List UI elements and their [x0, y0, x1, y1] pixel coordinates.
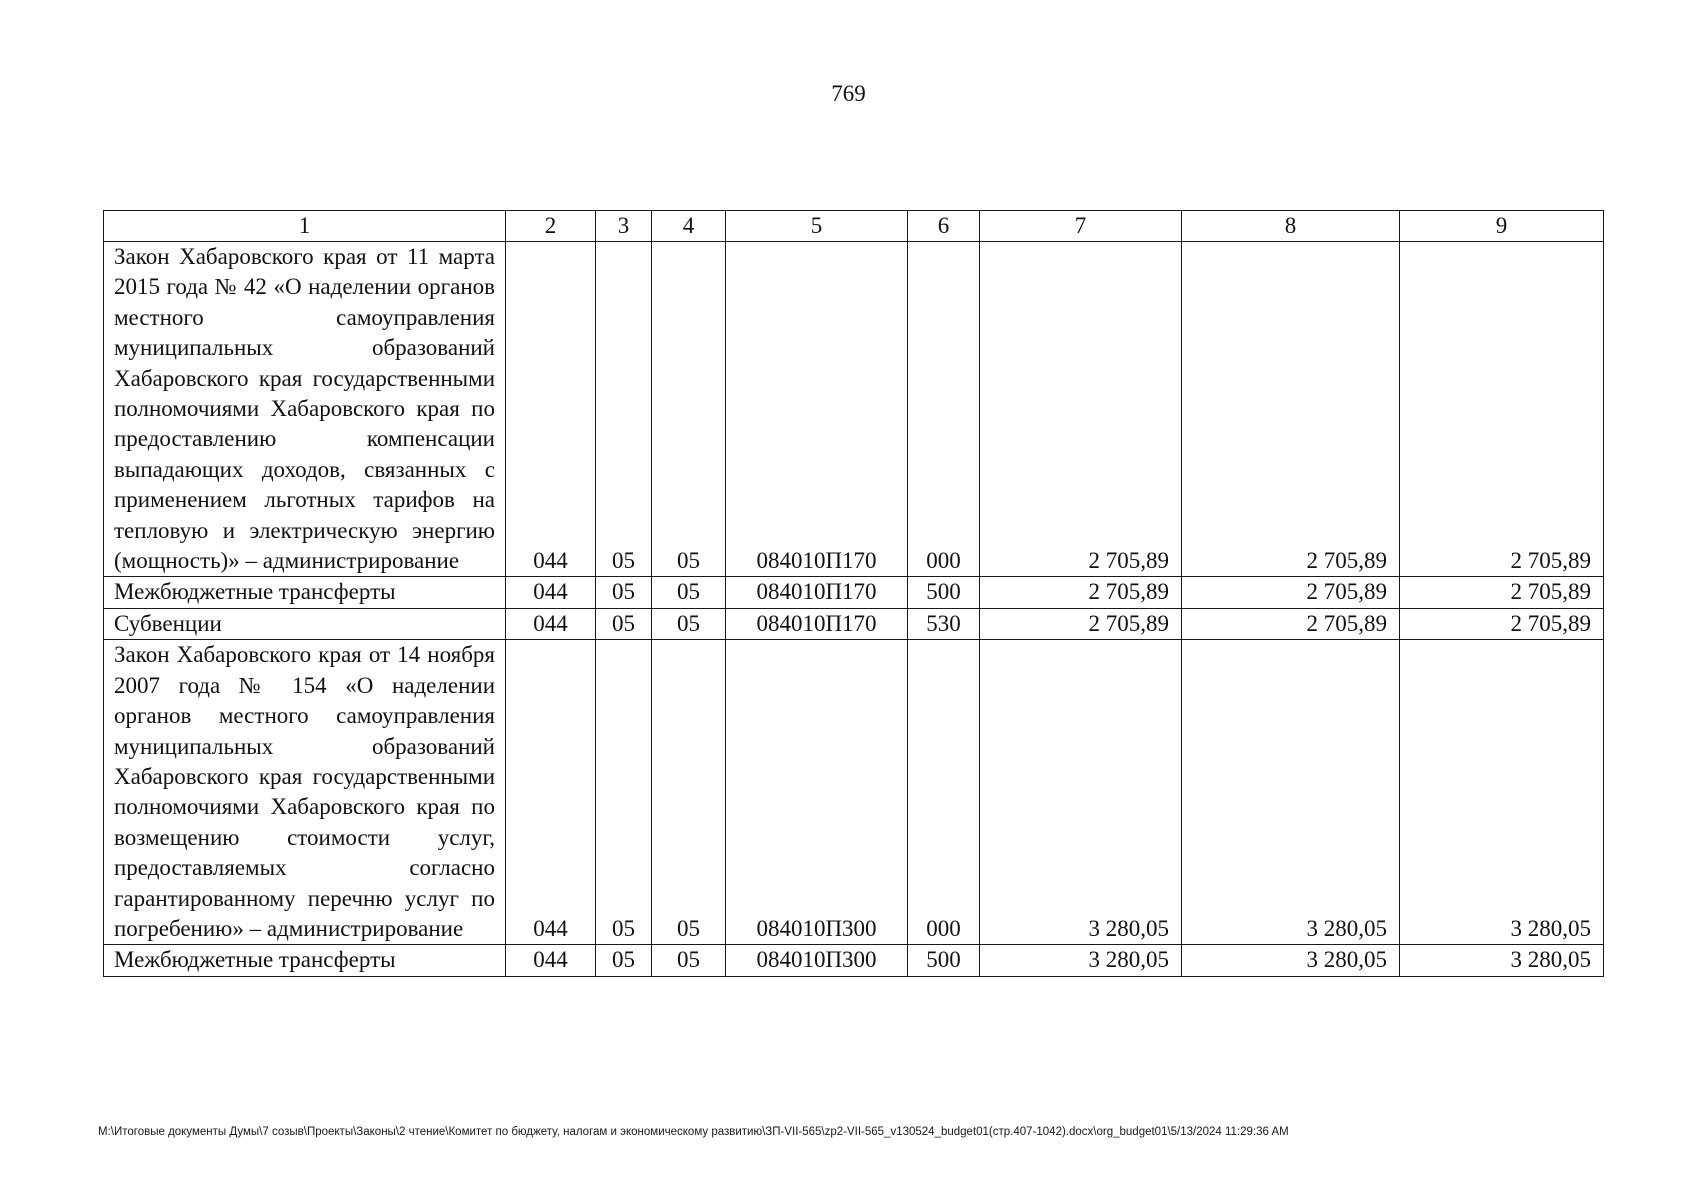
cell-ministry-code: 044 [506, 577, 596, 608]
cell-amount-7: 3 280,05 [980, 945, 1182, 976]
budget-table [103, 210, 1604, 977]
page-number: 769 [831, 81, 866, 106]
column-header: 2 [506, 211, 596, 242]
cell-amount-8: 3 280,05 [1182, 640, 1400, 945]
cell-ministry-code: 044 [506, 945, 596, 976]
cell-expense-type: 000 [908, 242, 980, 577]
cell-target-article: 084010П300 [726, 640, 908, 945]
cell-expense-type: 500 [908, 945, 980, 976]
cell-ministry-code: 044 [506, 640, 596, 945]
column-header: 3 [596, 211, 652, 242]
column-header: 9 [1400, 211, 1604, 242]
cell-amount-8: 2 705,89 [1182, 242, 1400, 577]
cell-amount-9: 2 705,89 [1400, 608, 1604, 639]
cell-amount-7: 3 280,05 [980, 640, 1182, 945]
table-row [104, 577, 1604, 608]
table-row [104, 608, 1604, 639]
table-row [104, 242, 1604, 577]
cell-section: 05 [596, 945, 652, 976]
cell-amount-8: 2 705,89 [1182, 608, 1400, 639]
cell-amount-8: 3 280,05 [1182, 945, 1400, 976]
cell-target-article: 084010П170 [726, 608, 908, 639]
column-header: 6 [908, 211, 980, 242]
cell-ministry-code: 044 [506, 242, 596, 577]
cell-amount-9: 2 705,89 [1400, 242, 1604, 577]
cell-expense-type: 500 [908, 577, 980, 608]
column-header: 1 [104, 211, 506, 242]
column-header: 7 [980, 211, 1182, 242]
cell-subsection: 05 [652, 242, 726, 577]
cell-section: 05 [596, 608, 652, 639]
cell-amount-7: 2 705,89 [980, 242, 1182, 577]
cell-amount-8: 2 705,89 [1182, 577, 1400, 608]
cell-section: 05 [596, 577, 652, 608]
table-row [104, 945, 1604, 976]
cell-amount-7: 2 705,89 [980, 577, 1182, 608]
cell-subsection: 05 [652, 577, 726, 608]
cell-target-article: 084010П170 [726, 577, 908, 608]
row-name: Закон Хабаровского края от 14 ноября 2007 года № 154 «О наделении органов местного самоуправления муниципальных образований Хабаровского края государственными полномочиями Хабаровского края по возмещению стоимости услуг, предоставляемых согласно гарантированному перечню услуг по погребению» – администрирование [104, 640, 506, 945]
column-header: 8 [1182, 211, 1400, 242]
cell-expense-type: 000 [908, 640, 980, 945]
cell-target-article: 084010П170 [726, 242, 908, 577]
column-header: 4 [652, 211, 726, 242]
footer-file-path: M:\Итоговые документы Думы\7 созыв\Проекты\Законы\2 чтение\Комитет по бюджету, налогам и экономическому развитию\ЗП-VII-565\zp2-VII-565_v130524_budget01(стр.407-1042).docx\org_budget01\5/13/2024 11:29:36 AM [98, 1126, 1289, 1138]
cell-expense-type: 530 [908, 608, 980, 639]
cell-amount-9: 3 280,05 [1400, 640, 1604, 945]
cell-subsection: 05 [652, 640, 726, 945]
cell-section: 05 [596, 640, 652, 945]
row-name: Межбюджетные трансферты [104, 577, 506, 608]
cell-amount-9: 2 705,89 [1400, 577, 1604, 608]
row-name: Межбюджетные трансферты [104, 945, 506, 976]
cell-amount-9: 3 280,05 [1400, 945, 1604, 976]
row-name: Субвенции [104, 608, 506, 639]
cell-subsection: 05 [652, 945, 726, 976]
cell-target-article: 084010П300 [726, 945, 908, 976]
cell-amount-7: 2 705,89 [980, 608, 1182, 639]
table-header-row [104, 211, 1604, 242]
row-name: Закон Хабаровского края от 11 марта 2015 года № 42 «О наделении органов местного самоуправления муниципальных образований Хабаровского края государственными полномочиями Хабаровского края по предоставлению компенсации выпадающих доходов, связанных с применением льготных тарифов на тепловую и электрическую энергию (мощность)» – администрирование [104, 242, 506, 577]
table-row [104, 640, 1604, 945]
column-header: 5 [726, 211, 908, 242]
cell-section: 05 [596, 242, 652, 577]
cell-subsection: 05 [652, 608, 726, 639]
cell-ministry-code: 044 [506, 608, 596, 639]
